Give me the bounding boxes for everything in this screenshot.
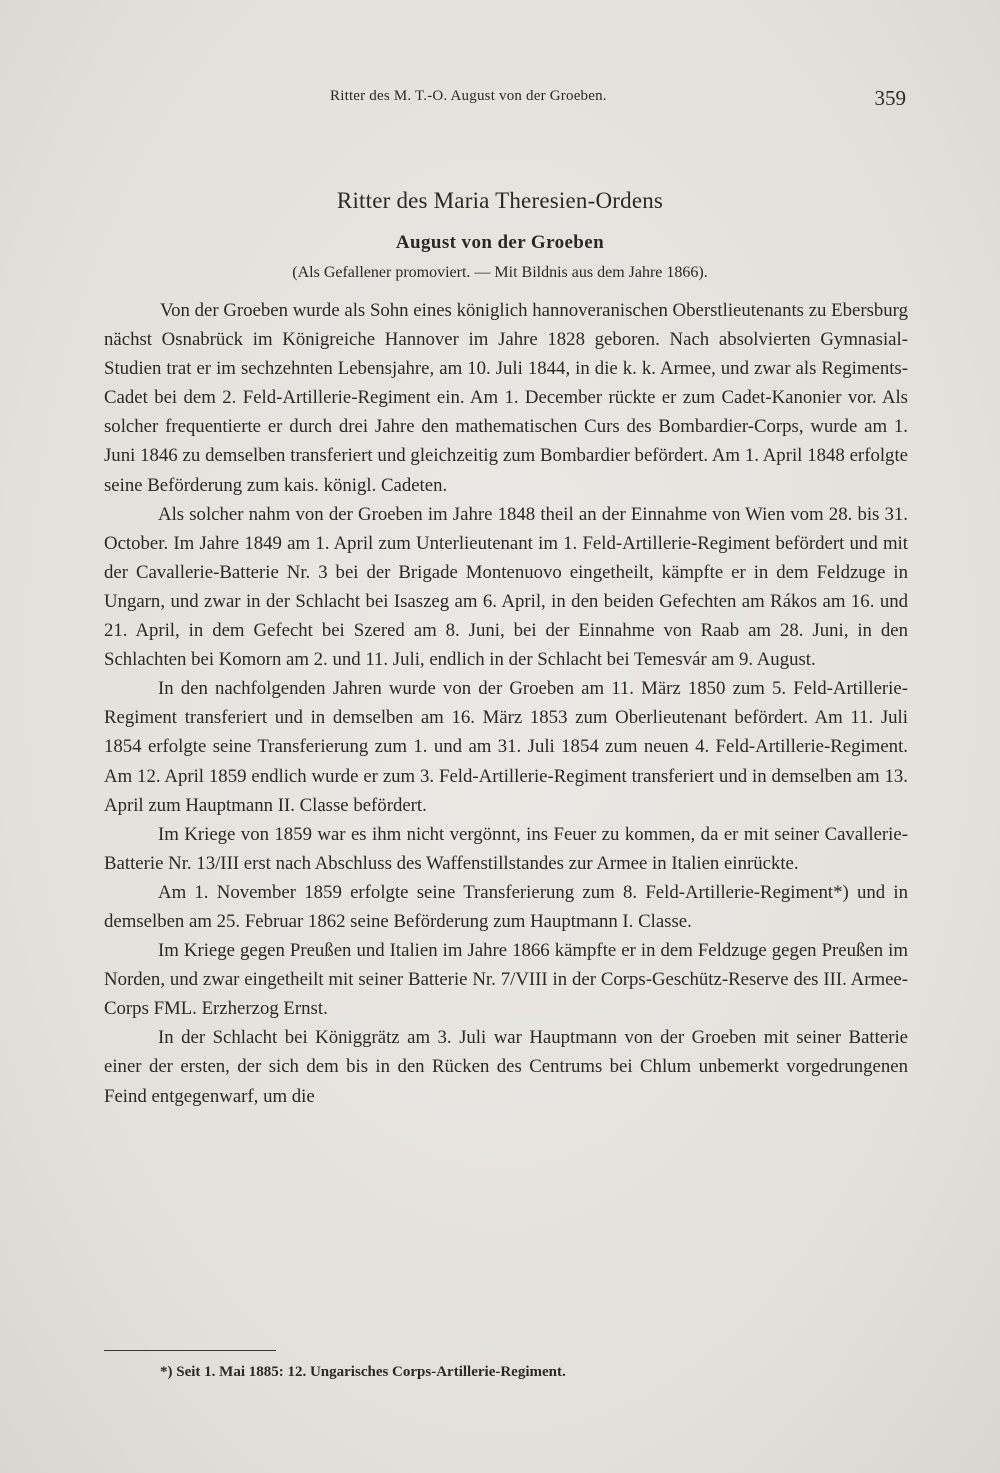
paragraph: Im Kriege gegen Preußen und Italien im Jahre 1866 kämpfte er in dem Feldzuge gegen Preußen im Norden, und zwar eingetheilt mit seiner Batterie Nr. 7/VIII in der Corps-Geschütz-Reserve des III. Armee-Corps FML. Erzherzog Ernst. — [104, 940, 908, 1020]
page-number: 359 — [874, 86, 906, 110]
footnote-rule — [104, 1350, 276, 1351]
body-text — [104, 296, 908, 1111]
running-title: Ritter des M. T.-O. August von der Groeben. — [330, 88, 607, 104]
running-head — [0, 88, 1000, 112]
paragraph: In den nachfolgenden Jahren wurde von der Groeben am 11. März 1850 zum 5. Feld-Artillerie-Regiment transferiert und in demselben am 16. März 1853 zum Oberlieutenant befördert. Am 11. Juli 1854 erfolgte seine Transferierung zum 1. und am 31. Juli 1854 zum neuen 4. Feld-Artillerie-Regiment. Am 12. April 1859 endlich wurde er zum 3. Feld-Artillerie-Regiment transferiert und in demselben am 13. April zum Hauptmann II. Classe befördert. — [104, 678, 908, 816]
paragraph: Als solcher nahm von der Groeben im Jahre 1848 theil an der Einnahme von Wien vom 28. bis 31. October. Im Jahre 1849 am 1. April zum Unterlieutenant im 1. Feld-Artillerie-Regiment befördert und mit der Cavallerie-Batterie Nr. 3 bei der Brigade Montenuovo eingetheilt, kämpfte er in dem Feldzuge in Ungarn, und zwar in der Schlacht bei Isaszeg am 6. April, in den beiden Gefechten am Rákos am 16. und 21. April, in dem Gefecht bei Szered am 8. Juni, bei der Einnahme von Raab am 28. Juni, in den Schlachten bei Komorn am 2. und 11. Juli, endlich in der Schlacht bei Temesvár am 9. August. — [104, 503, 908, 671]
paragraph: Am 1. November 1859 erfolgte seine Transferierung zum 8. Feld-Artillerie-Regiment*) und in demselben am 25. Februar 1862 seine Beförderung zum Hauptmann I. Classe. — [104, 881, 908, 932]
footnote: *) Seit 1. Mai 1885: 12. Ungarisches Corps-Artillerie-Regiment. — [160, 1364, 566, 1380]
paragraph: Im Kriege von 1859 war es ihm nicht vergönnt, ins Feuer zu kommen, da er mit seiner Cavallerie-Batterie Nr. 13/III erst nach Abschluss des Waffenstillstandes zur Armee in Italien einrückte. — [104, 823, 908, 874]
section-note: (Als Gefallener promoviert. — Mit Bildnis aus dem Jahre 1866). — [292, 264, 708, 281]
paragraph: Von der Groeben wurde als Sohn eines königlich hannoveranischen Oberstlieutenants zu Ebersburg nächst Osnabrück im Königreiche Hannover im Jahre 1828 geboren. Nach absolvierten Gymnasial-Studien trat er im sechzehnten Lebensjahre, am 10. Juli 1844, in die k. k. Armee, und zwar als Regiments-Cadet bei dem 2. Feld-Artillerie-Regiment ein. Am 1. December rückte er zum Cadet-Kanonier vor. Als solcher frequentierte er durch drei Jahre den mathematischen Curs des Bombardier-Corps, wurde am 1. Juni 1846 zu demselben transferiert und gleichzeitig zum Bombardier befördert. Am 1. April 1848 erfolgte seine Beförderung zum kais. königl. Cadeten. — [104, 300, 908, 496]
section-subheading: August von der Groeben — [395, 232, 605, 253]
section-heading: Ritter des Maria Theresien-Ordens — [336, 188, 664, 213]
paragraph: In der Schlacht bei Königgrätz am 3. Juli war Hauptmann von der Groeben mit seiner Batterie einer der ersten, der sich dem bis in den Rücken des Centrums bei Chlum unbemerkt vorgedrungenen Feind entgegenwarf, um die — [104, 1027, 908, 1107]
